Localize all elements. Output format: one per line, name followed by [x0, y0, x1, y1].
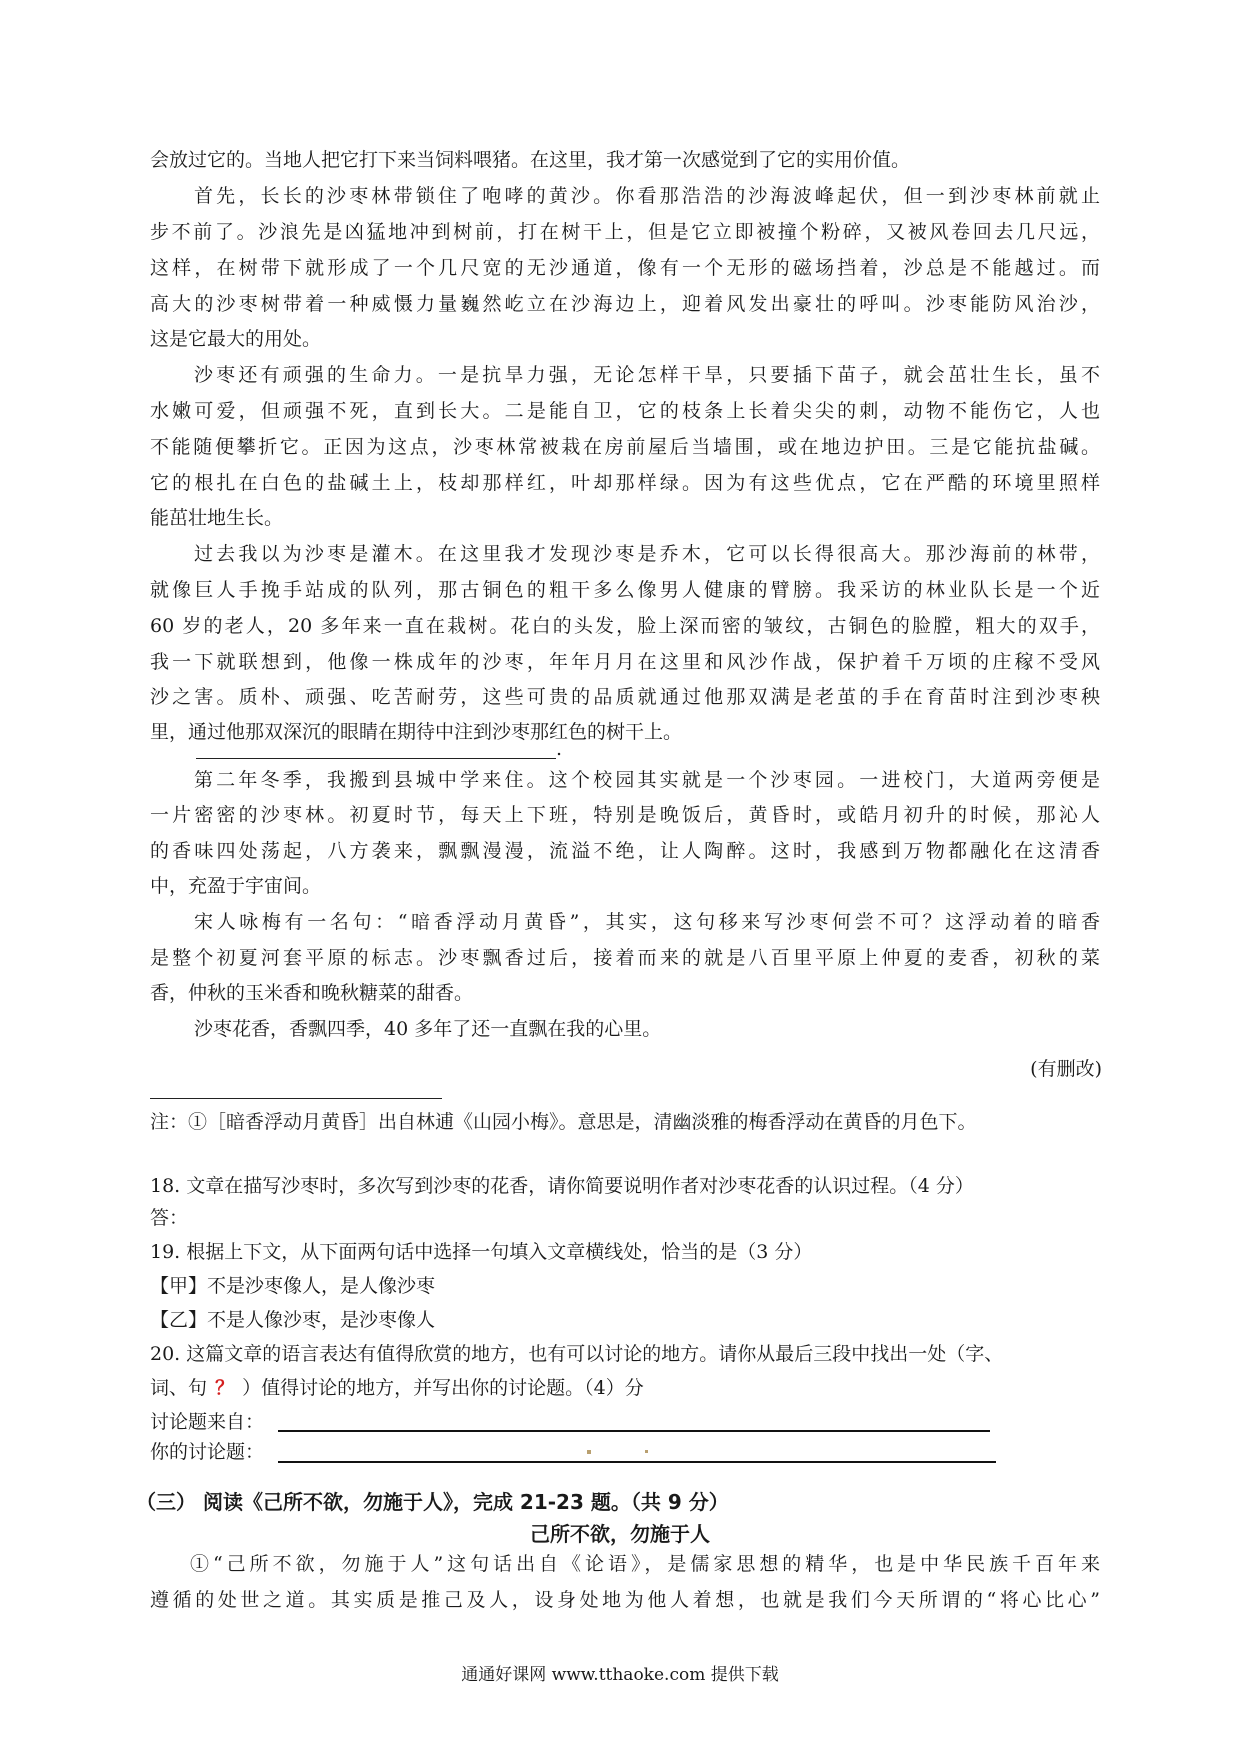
article-line: 就像巨人手挽手站成的队列，那古铜色的粗干多么像男人健康的臂膀。我采访的林业队长是一个近: [150, 579, 1100, 601]
article-line: 宋人咏梅有一名句：“暗香浮动月黄昏”，其实，这句移来写沙枣何尝不可？这浮动着的暗香: [194, 911, 1100, 933]
article-line: 一片密密的沙枣林。初夏时节，每天上下班，特别是晚饭后，黄昏时，或皓月初升的时候，那沁人: [150, 804, 1100, 826]
article-line: 这样，在树带下就形成了一个几尺宽的无沙通道，像有一个无形的磁场挡着，沙总是不能越过。而: [150, 257, 1100, 279]
article-line: 首先，长长的沙枣林带锁住了咆哮的黄沙。你看那浩浩的沙海波峰起伏，但一到沙枣林前就止: [194, 185, 1100, 207]
question-18: 18. 文章在描写沙枣时，多次写到沙枣的花香，请你简要说明作者对沙枣花香的认识过程。（4 分）: [150, 1175, 974, 1197]
discussion-source-label: 讨论题来自：: [150, 1411, 265, 1433]
article-line: 高大的沙枣树带着一种威慑力量巍然屹立在沙海边上，迎着风发出豪壮的呼叫。沙枣能防风治沙，: [150, 293, 1100, 315]
section-3-title: 己所不欲，勿施于人: [530, 1522, 710, 1546]
option-yi: 【乙】不是人像沙枣，是沙枣像人: [150, 1309, 436, 1331]
section-3-line: 遵循的处世之道。其实质是推己及人，设身处地为他人着想，也就是我们今天所谓的“将心比心”: [150, 1589, 1100, 1611]
article-line: 的香味四处荡起，八方袭来，飘飘漫漫，流溢不绝，让人陶醉。这时，我感到万物都融化在这清香: [150, 840, 1100, 862]
question-20-line-1: 20. 这篇文章的语言表达有值得欣赏的地方，也有可以讨论的地方。请你从最后三段中找出一处（字、: [150, 1343, 1004, 1365]
article-line: 中，充盈于宇宙间。: [150, 875, 322, 897]
article-line: 香，仲秋的玉米香和晚秋糖菜的甜香。: [150, 982, 474, 1004]
article-line: 60 岁的老人，20 多年来一直在栽树。花白的头发，脸上深而密的皱纹，古铜色的脸膛，粗大的双手，: [150, 615, 1100, 637]
question-mark-icon: ？: [215, 1377, 235, 1399]
article-line: 沙枣花香，香飘四季，40 多年了还一直飘在我的心里。: [194, 1018, 662, 1040]
article-line: 我一下就联想到，他像一株成年的沙枣，年年月月在这里和风沙作战，保护着千万顷的庄稼不受风: [150, 651, 1100, 673]
article-line: 不能随便攀折它。正因为这点，沙枣林常被栽在房前屋后当墙围，或在地边护田。三是它能抗盐碱。: [150, 436, 1100, 458]
section-3-heading: （三） 阅读《己所不欲，勿施于人》，完成 21-23 题。（共 9 分）: [136, 1490, 729, 1514]
article-line: 它的根扎在白色的盐碱土上，枝却那样红，叶却那样绿。因为有这些优点，它在严酷的环境里照样: [150, 472, 1100, 494]
fill-in-blank-line[interactable]: [196, 758, 556, 759]
question-18-answer-label: 答：: [150, 1207, 189, 1229]
discussion-topic-label: 你的讨论题：: [150, 1441, 265, 1463]
q20-text-a: 词、句: [150, 1377, 208, 1399]
footnote-rule: [150, 1098, 442, 1099]
article-line: 是整个初夏河套平原的标志。沙枣飘香过后，接着而来的就是八百里平原上仲夏的麦香，初秋的菜: [150, 947, 1100, 969]
question-19: 19. 根据上下文，从下面两句话中选择一句填入文章横线处，恰当的是（3 分）: [150, 1241, 813, 1263]
footnote: 注：①［暗香浮动月黄昏］出自林逋《山园小梅》。意思是，清幽淡雅的梅香浮动在黄昏的月色下。: [150, 1111, 977, 1133]
discussion-source-answer-line[interactable]: [278, 1430, 990, 1432]
blank-end-mark: .: [556, 738, 563, 760]
speck: [587, 1450, 591, 1454]
article-line: 里，通过他那双深沉的眼睛在期待中注到沙枣那红色的树干上。: [150, 721, 683, 743]
page-footer: 通通好课网 www.tthaoke.com 提供下载: [461, 1665, 779, 1685]
q20-text-b: ）值得讨论的地方，并写出你的讨论题。（4）分: [242, 1377, 644, 1399]
article-line: 沙之害。质朴、顽强、吃苦耐劳，这些可贵的品质就通过他那双满是老茧的手在育苗时注到沙枣秧: [150, 686, 1100, 708]
speck: [645, 1450, 648, 1453]
source-note: (有删改): [1030, 1058, 1102, 1080]
discussion-topic-answer-line[interactable]: [278, 1461, 996, 1463]
article-line: 沙枣还有顽强的生命力。一是抗旱力强，无论怎样干旱，只要插下苗子，就会茁壮生长，虽不: [194, 364, 1100, 386]
question-20-line-2: [150, 1376, 1100, 1400]
article-line: 过去我以为沙枣是灌木。在这里我才发现沙枣是乔木，它可以长得很高大。那沙海前的林带，: [194, 543, 1100, 565]
section-3-line: ①“己所不欲，勿施于人”这句话出自《论语》，是儒家思想的精华，也是中华民族千百年来: [190, 1553, 1100, 1575]
article-line: 水嫩可爱，但顽强不死，直到长大。二是能自卫，它的枝条上长着尖尖的刺，动物不能伤它，人也: [150, 400, 1100, 422]
article-line: 步不前了。沙浪先是凶猛地冲到树前，打在树干上，但是它立即被撞个粉碎，又被风卷回去几尺远，: [150, 221, 1100, 243]
article-line: 会放过它的。当地人把它打下来当饲料喂猪。在这里，我才第一次感觉到了它的实用价值。: [150, 149, 911, 171]
option-jia: 【甲】不是沙枣像人，是人像沙枣: [150, 1275, 436, 1297]
article-line: 能茁壮地生长。: [150, 507, 284, 529]
article-line: 第二年冬季，我搬到县城中学来住。这个校园其实就是一个沙枣园。一进校门，大道两旁便是: [194, 769, 1100, 791]
article-line: 这是它最大的用处。: [150, 328, 322, 350]
